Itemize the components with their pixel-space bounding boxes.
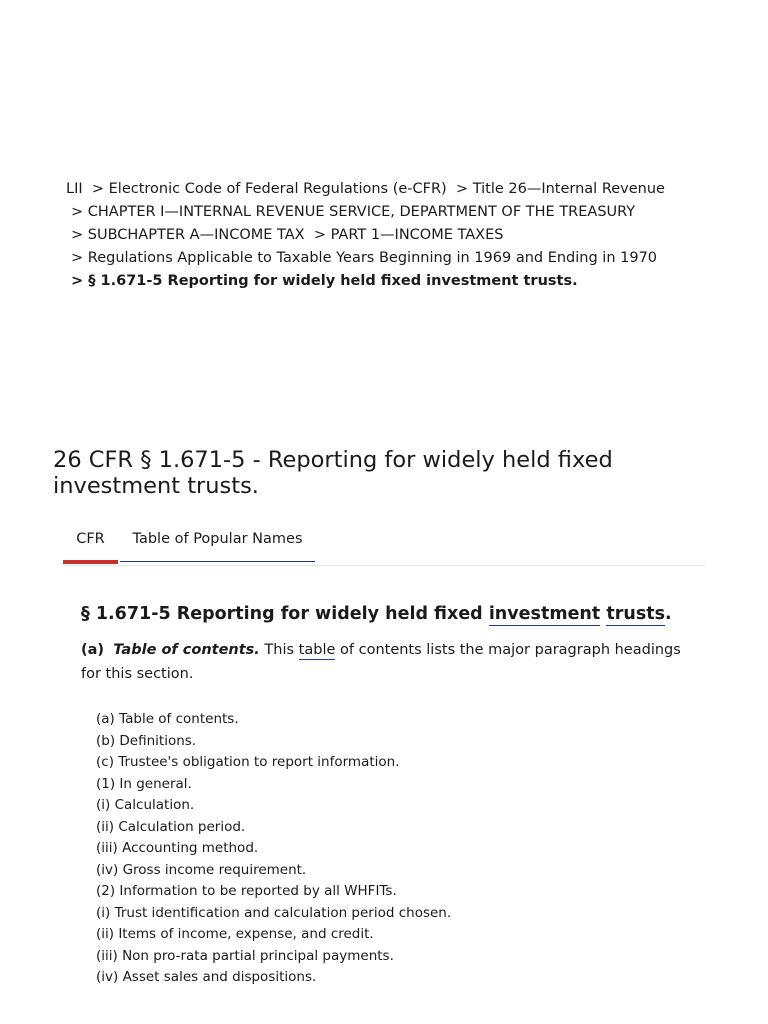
toc-item: (1) In general.	[96, 775, 192, 792]
toc-item: (a) Table of contents.	[96, 711, 239, 727]
tab-bar	[63, 525, 705, 566]
toc-item: (2) Information to be reported by all WHFITs.	[96, 883, 397, 899]
breadcrumb-item-title-26[interactable]: Title 26—Internal Revenue	[472, 181, 665, 197]
breadcrumb-item-part-1[interactable]: PART 1—INCOME TAXES	[330, 227, 504, 243]
breadcrumb-separator: >	[455, 181, 469, 197]
breadcrumb-separator: >	[71, 204, 84, 220]
paragraph-a-text-before: This	[259, 642, 299, 658]
breadcrumb-separator: >	[91, 181, 105, 197]
definition-link-investment[interactable]: investment	[488, 604, 601, 624]
breadcrumb-item-regulations-1969-1970[interactable]: Regulations Applicable to Taxable Years Beginning in 1969 and Ending in 1970	[87, 250, 658, 266]
breadcrumb-current-item: § 1.671-5 Reporting for widely held fixed investment trusts.	[88, 273, 578, 289]
toc-item: (iv) Gross income requirement.	[96, 861, 307, 878]
breadcrumb-line-5	[66, 270, 746, 293]
page-title: 26 CFR § 1.671-5 - Reporting for widely held fixed investment trusts.	[53, 447, 613, 499]
breadcrumb-item-ecfr[interactable]: Electronic Code of Federal Regulations (e-CFR)	[108, 181, 447, 197]
breadcrumb-line-3	[66, 224, 746, 247]
paragraph-a-text-after: of contents lists the major paragraph headings for this section.	[81, 642, 681, 682]
definition-link-table[interactable]: table	[298, 642, 336, 658]
definition-link-trusts[interactable]: trusts	[606, 604, 666, 624]
paragraph-a	[81, 638, 701, 686]
breadcrumb-line-4	[66, 247, 746, 270]
section-heading-text: § 1.671-5 Reporting for widely held fixed	[81, 604, 489, 624]
breadcrumb-separator: >	[71, 227, 84, 243]
breadcrumb-item-lii[interactable]: LII	[66, 181, 83, 197]
section-heading	[81, 601, 721, 627]
toc-item: (iii) Accounting method.	[96, 840, 259, 856]
breadcrumb-separator: >	[313, 227, 326, 243]
toc-item: (c) Trustee's obligation to report information.	[96, 754, 400, 770]
paragraph-a-heading: Table of contents.	[113, 642, 260, 658]
breadcrumb-line-1	[66, 178, 746, 201]
toc-item: (i) Trust identification and calculation period chosen.	[96, 904, 452, 921]
section-heading-period: .	[665, 604, 672, 624]
breadcrumb-item-chapter-i[interactable]: CHAPTER I—INTERNAL REVENUE SERVICE, DEPARTMENT OF THE TREASURY	[87, 204, 636, 220]
paragraph-a-mark: (a)	[81, 642, 105, 658]
toc-item: (ii) Items of income, expense, and credit.	[96, 926, 374, 942]
toc-item: (ii) Calculation period.	[96, 818, 246, 835]
toc-item: (b) Definitions.	[96, 732, 197, 749]
breadcrumb-separator: >	[71, 250, 84, 266]
breadcrumb-line-2	[66, 201, 746, 224]
toc-item: (i) Calculation.	[96, 797, 195, 813]
toc-item: (iv) Asset sales and dispositions.	[96, 969, 317, 985]
breadcrumb-item-subchapter-a[interactable]: SUBCHAPTER A—INCOME TAX	[87, 227, 305, 243]
tab-table-of-popular-names[interactable]: Table of Popular Names	[120, 525, 315, 562]
tab-cfr[interactable]: CFR	[63, 525, 118, 564]
breadcrumb-separator: >	[71, 273, 84, 289]
toc-item: (iii) Non pro-rata partial principal payments.	[96, 947, 394, 964]
table-of-contents-list	[96, 709, 451, 989]
breadcrumb	[66, 178, 746, 293]
